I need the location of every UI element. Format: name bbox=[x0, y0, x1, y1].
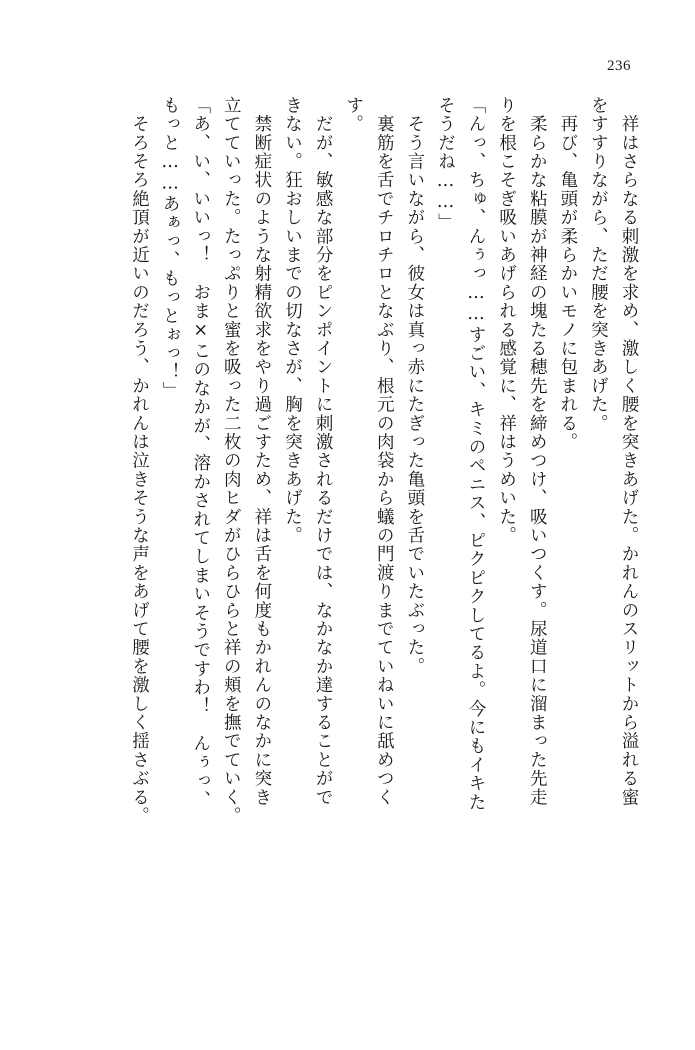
text-column: りを根こそぎ吸いあげられる感覚に、祥はうめいた。 bbox=[496, 96, 517, 545]
text-column: 「んっ、ちゅ、んぅっ……すごい、キミのペニス、ピクピクしてるよ。今にもイキた bbox=[466, 96, 487, 812]
text-column: 「あ、い、いいっ！ おま×このなかが、溶かされてしまいそうですわ！ んぅっ、 bbox=[190, 96, 211, 810]
text-column: 柔らかな粘膜が神経の塊たる穂先を締めつけ、吸いつくす。尿道口に溜まった先走 bbox=[527, 96, 548, 807]
text-column: 禁断症状のような射精欲求をやり過ごすため、祥は舌を何度もかれんのなかに突き bbox=[251, 96, 272, 807]
text-column: 再び、亀頭が柔らかいモノに包まれる。 bbox=[557, 96, 578, 452]
text-column: をすすりながら、ただ腰を突きあげた。 bbox=[588, 96, 609, 433]
text-column: もっと……あぁっ、もっとぉっ！」 bbox=[160, 96, 181, 401]
page-number: 236 bbox=[607, 58, 631, 74]
text-column: 立てていった。たっぷりと蜜を吸った二枚の肉ヒダがひらひらと祥の頬を撫でていく。 bbox=[221, 96, 242, 826]
text-column: 裏筋を舌でチロチロとなぶり、根元の肉袋から蟻の門渡りまでていねいに舐めつく bbox=[374, 96, 395, 807]
text-column: 祥はさらなる刺激を求め、激しく腰を突きあげた。かれんのスリットから溢れる蜜 bbox=[619, 96, 639, 807]
vertical-text-body bbox=[58, 96, 637, 976]
text-column: そうだね……」 bbox=[435, 96, 456, 232]
text-column: そろそろ絶頂が近いのだろう、かれんは泣きそうな声をあげて腰を激しく揺さぶる。 bbox=[129, 96, 150, 826]
text-column: す。 bbox=[343, 96, 364, 134]
text-column: きない。狂おしいまでの切なさが、胸を突きあげた。 bbox=[282, 96, 303, 545]
text-column: そう言いながら、彼女は真っ赤にたぎった亀頭を舌でいたぶった。 bbox=[404, 96, 425, 676]
text-column: だが、敏感な部分をピンポイントに刺激されるだけでは、なかなか達することがで bbox=[313, 96, 334, 807]
